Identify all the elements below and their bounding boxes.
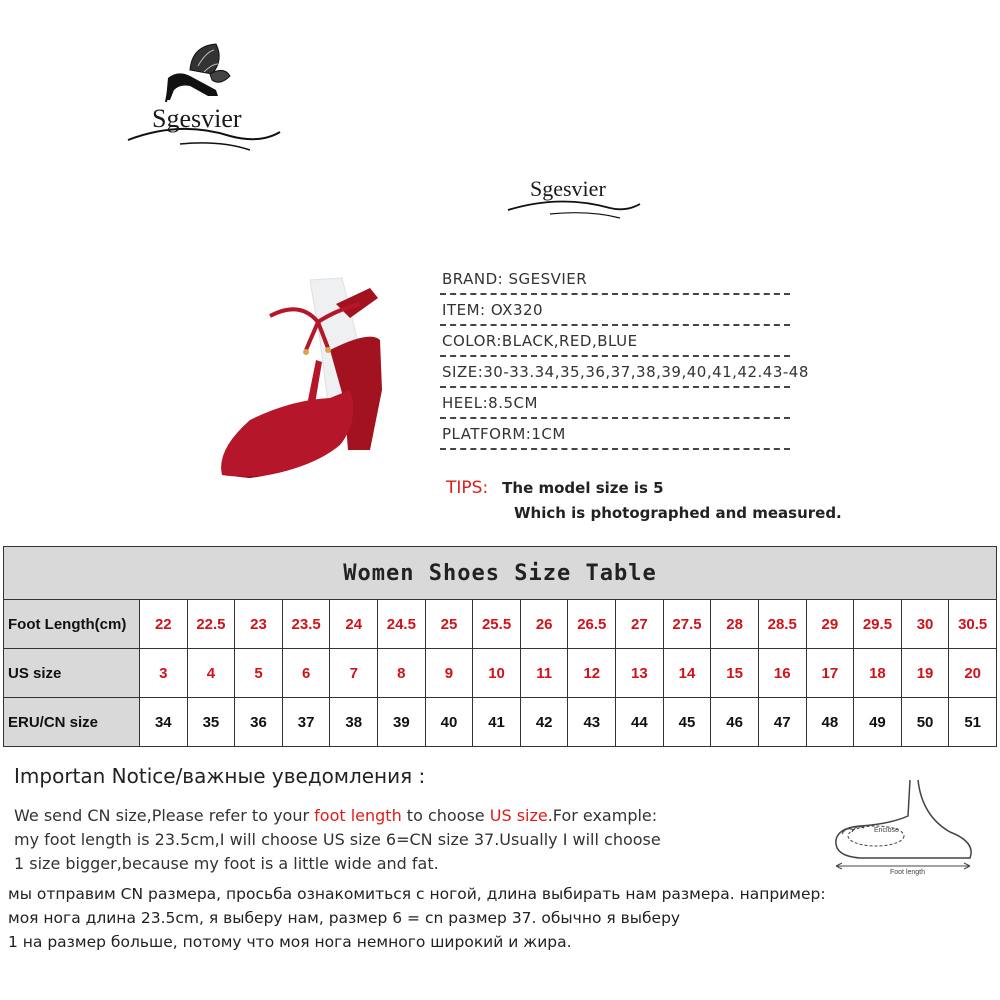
size-table-row-header: Foot Length(cm) — [4, 600, 140, 649]
size-table-cell: 47 — [758, 698, 806, 747]
size-table-cell: 28.5 — [758, 600, 806, 649]
size-table-cell: 4 — [187, 649, 235, 698]
notice-ru-line2: моя нога длина 23.5cm, я выберу нам, размер 6 = cn размер 37. обычно я выберу — [8, 909, 681, 927]
size-table-cell: 22.5 — [187, 600, 235, 649]
size-table-cell: 43 — [568, 698, 616, 747]
foot-length-label: Foot length — [890, 869, 926, 876]
size-table-cell: 49 — [854, 698, 902, 747]
size-table-cell: 27 — [616, 600, 664, 649]
size-table-cell: 20 — [949, 649, 997, 698]
notice-english — [14, 804, 661, 876]
size-table-cell: 24 — [330, 600, 378, 649]
size-table-cell: 26 — [520, 600, 568, 649]
size-table-cell: 14 — [663, 649, 711, 698]
size-table-cell: 8 — [378, 649, 426, 698]
size-table-cell: 38 — [330, 698, 378, 747]
size-table-cell: 41 — [473, 698, 521, 747]
size-table-cell: 24.5 — [378, 600, 426, 649]
foot-icon — [830, 776, 980, 876]
size-table-cell: 35 — [187, 698, 235, 747]
size-table-cell: 18 — [854, 649, 902, 698]
size-table-cell: 13 — [616, 649, 664, 698]
size-table-cell: 17 — [806, 649, 854, 698]
size-table-cell: 25 — [425, 600, 473, 649]
brand-logo-text: Sgesvier — [152, 104, 242, 133]
spec-color: COLOR:BLACK,RED,BLUE — [440, 326, 790, 357]
size-table-cell: 5 — [235, 649, 283, 698]
tips-line1: The model size is 5 — [502, 479, 664, 497]
size-table-cell: 23.5 — [282, 600, 330, 649]
size-table-cell: 28 — [711, 600, 759, 649]
size-table-cell: 29 — [806, 600, 854, 649]
size-table-cell: 19 — [901, 649, 949, 698]
size-table-cell: 25.5 — [473, 600, 521, 649]
size-table-cell: 11 — [520, 649, 568, 698]
size-table-cell: 23 — [235, 600, 283, 649]
tips-label: TIPS: — [446, 478, 489, 498]
size-table-cell: 30 — [901, 600, 949, 649]
highlight-us-size: US size — [489, 806, 548, 825]
size-table-cell: 9 — [425, 649, 473, 698]
spec-heel: HEEL:8.5CM — [440, 388, 790, 419]
size-table-cell: 7 — [330, 649, 378, 698]
size-table-cell: 45 — [663, 698, 711, 747]
product-image — [210, 270, 440, 490]
size-table-cell: 46 — [711, 698, 759, 747]
size-table-cell: 50 — [901, 698, 949, 747]
spec-size: SIZE:30-33.34,35,36,37,38,39,40,41,42.43-48 — [440, 357, 790, 388]
size-table-cell: 15 — [711, 649, 759, 698]
size-table-cell: 40 — [425, 698, 473, 747]
brand-logo-small — [500, 172, 650, 222]
spec-brand: BRAND: SGESVIER — [440, 264, 790, 295]
tips-line2: Which is photographed and measured. — [514, 504, 842, 522]
size-table-row-header: ERU/CN size — [4, 698, 140, 747]
tips — [446, 478, 664, 498]
size-table-title: Women Shoes Size Table — [4, 547, 997, 600]
foot-enclose-label: Enclose — [874, 827, 899, 834]
size-table-row — [4, 600, 997, 649]
size-table-cell: 27.5 — [663, 600, 711, 649]
notice-title: Importan Notice/важные уведомления : — [14, 764, 426, 788]
size-table-cell: 42 — [520, 698, 568, 747]
size-table-cell: 36 — [235, 698, 283, 747]
size-table-cell: 37 — [282, 698, 330, 747]
size-table-cell: 10 — [473, 649, 521, 698]
size-table-cell: 39 — [378, 698, 426, 747]
size-table-cell: 22 — [140, 600, 188, 649]
size-table-cell: 3 — [140, 649, 188, 698]
brand-logo-small-text: Sgesvier — [530, 176, 606, 201]
size-table-cell: 29.5 — [854, 600, 902, 649]
size-table-row — [4, 698, 997, 747]
size-table — [3, 546, 997, 747]
butterfly-heel-icon — [120, 40, 290, 160]
size-table-cell: 48 — [806, 698, 854, 747]
size-table-cell: 12 — [568, 649, 616, 698]
notice-ru-line1: мы отправим CN размера, просьба ознакомиться с ногой, длина выбирать нам размера. например: — [8, 885, 826, 903]
brand-logo — [120, 40, 290, 160]
notice-en-line2: my foot length is 23.5cm,I will choose US size 6=CN size 37.Usually I will choose — [14, 830, 661, 849]
spec-platform: PLATFORM:1CM — [440, 419, 790, 450]
size-table-row-header: US size — [4, 649, 140, 698]
foot-measure-diagram — [830, 776, 980, 876]
spec-list — [440, 264, 860, 450]
notice-en-line3: 1 size bigger,because my foot is a little wide and fat. — [14, 854, 439, 873]
size-table-cell: 44 — [616, 698, 664, 747]
size-table-cell: 51 — [949, 698, 997, 747]
notice-ru-line3: 1 на размер больше, потому что моя нога немного широкий и жира. — [8, 933, 572, 951]
size-table-row — [4, 649, 997, 698]
size-table-cell: 34 — [140, 698, 188, 747]
size-table-cell: 30.5 — [949, 600, 997, 649]
highlight-foot-length: foot length — [314, 806, 402, 825]
notice-en-line1: We send CN size,Please refer to your foot length to choose US size.For example: — [14, 806, 658, 825]
notice-russian — [8, 882, 826, 954]
size-table-cell: 6 — [282, 649, 330, 698]
size-table-cell: 26.5 — [568, 600, 616, 649]
spec-item: ITEM: OX320 — [440, 295, 790, 326]
size-table-cell: 16 — [758, 649, 806, 698]
